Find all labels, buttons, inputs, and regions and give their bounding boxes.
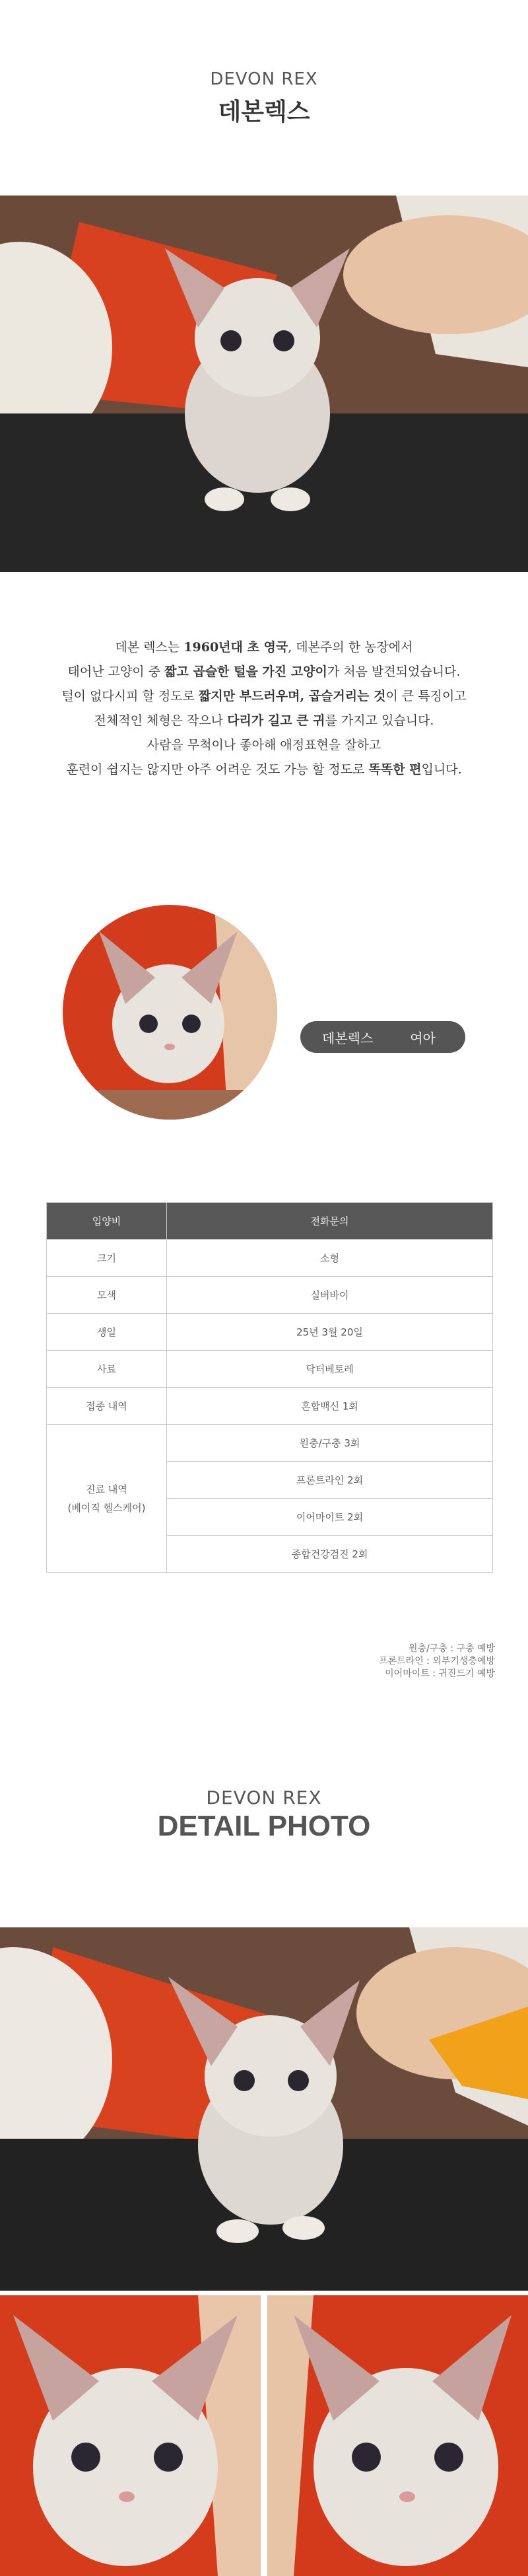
description-line — [0, 635, 528, 660]
row-key: 생일 — [47, 1314, 167, 1351]
detail-photo-3 — [267, 2295, 528, 2576]
breed-label: 데본렉스 — [322, 1030, 374, 1046]
medical-history-value: 원충/구충 3회 — [167, 1425, 493, 1462]
description-text: 털이 없다시피 할 정도로 — [61, 689, 199, 703]
medical-history-value: 이어마이트 2회 — [167, 1499, 493, 1536]
description-line — [0, 660, 528, 684]
page-header — [0, 69, 528, 127]
breed-description — [0, 635, 528, 782]
medical-key-line: 진료 내역 — [86, 1483, 127, 1495]
table-row — [47, 1277, 493, 1314]
footnote-line: 원충/구충 : 구충 예방 — [409, 1643, 495, 1654]
profile-cat-photo — [63, 905, 277, 1120]
detail-title: DETAIL PHOTO — [157, 1810, 371, 1842]
table-row — [47, 1388, 493, 1425]
description-text: 데본 렉스는 — [115, 640, 184, 655]
description-text: 입니다. — [421, 762, 462, 777]
detail-photo-2 — [0, 2295, 261, 2576]
description-highlight: 짧지만 부드러우며, 곱슬거리는 것 — [199, 689, 386, 703]
description-text: 를 가지고 있습니다. — [325, 713, 434, 728]
table-header-value: 전화문의 — [167, 1203, 493, 1240]
description-text: 이 큰 특징이고 — [385, 689, 467, 703]
description-highlight: 다리가 길고 큰 귀 — [227, 713, 325, 728]
header-korean-title: 데본렉스 — [218, 98, 310, 125]
detail-photo-1 — [0, 1927, 528, 2291]
table-row — [47, 1425, 493, 1462]
medical-history-key — [47, 1425, 167, 1573]
row-key: 모색 — [47, 1277, 167, 1314]
row-value: 실버바이 — [167, 1277, 493, 1314]
hero-cat-photo — [0, 196, 528, 572]
profile-badge — [300, 1021, 465, 1053]
description-highlight: 1960년대 초 영국 — [183, 640, 288, 655]
table-row — [47, 1351, 493, 1388]
table-row — [47, 1314, 493, 1351]
description-text: , 데본주의 한 농장에서 — [288, 640, 413, 655]
description-highlight: 똑똑한 편 — [368, 762, 422, 777]
medical-history-value: 프론트라인 2회 — [167, 1462, 493, 1499]
medical-history-value: 종합건강검진 2회 — [167, 1536, 493, 1573]
detail-header — [0, 1787, 528, 1843]
row-value: 25년 3월 20일 — [167, 1314, 493, 1351]
sex-label: 여아 — [410, 1030, 436, 1046]
table-row — [47, 1240, 493, 1277]
footnote-line: 프론트라인 : 외부기생충예방 — [379, 1656, 495, 1666]
description-text: 사람을 무척이나 좋아해 애정표현을 잘하고 — [147, 738, 381, 752]
table-header-row — [47, 1203, 493, 1240]
description-text: 태어난 고양이 중 — [67, 664, 165, 679]
description-text: 훈련이 쉽지는 않지만 아주 어려운 것도 가능 할 정도로 — [66, 762, 369, 777]
row-value: 닥터베토레 — [167, 1351, 493, 1388]
description-highlight: 짧고 곱슬한 털을 가진 고양이 — [164, 664, 327, 679]
footnotes — [379, 1643, 495, 1680]
description-line — [0, 758, 528, 782]
row-value: 소형 — [167, 1240, 493, 1277]
footnote-line: 이어마이트 : 귀진드기 예방 — [385, 1668, 495, 1679]
detail-english: DEVON REX — [206, 1787, 322, 1808]
info-table — [46, 1202, 493, 1573]
description-line — [0, 733, 528, 758]
description-text: 전체적인 체형은 작으나 — [94, 713, 228, 728]
description-line — [0, 709, 528, 733]
row-key: 사료 — [47, 1351, 167, 1388]
row-value: 혼합백신 1회 — [167, 1388, 493, 1425]
medical-key-subline: (베이직 헬스케어) — [67, 1501, 146, 1514]
row-key: 크기 — [47, 1240, 167, 1277]
description-text: 가 처음 발견되었습니다. — [327, 664, 461, 679]
header-english: DEVON REX — [210, 69, 318, 89]
description-line — [0, 684, 528, 709]
row-key: 접종 내역 — [47, 1388, 167, 1425]
table-header-key: 입양비 — [47, 1203, 167, 1240]
